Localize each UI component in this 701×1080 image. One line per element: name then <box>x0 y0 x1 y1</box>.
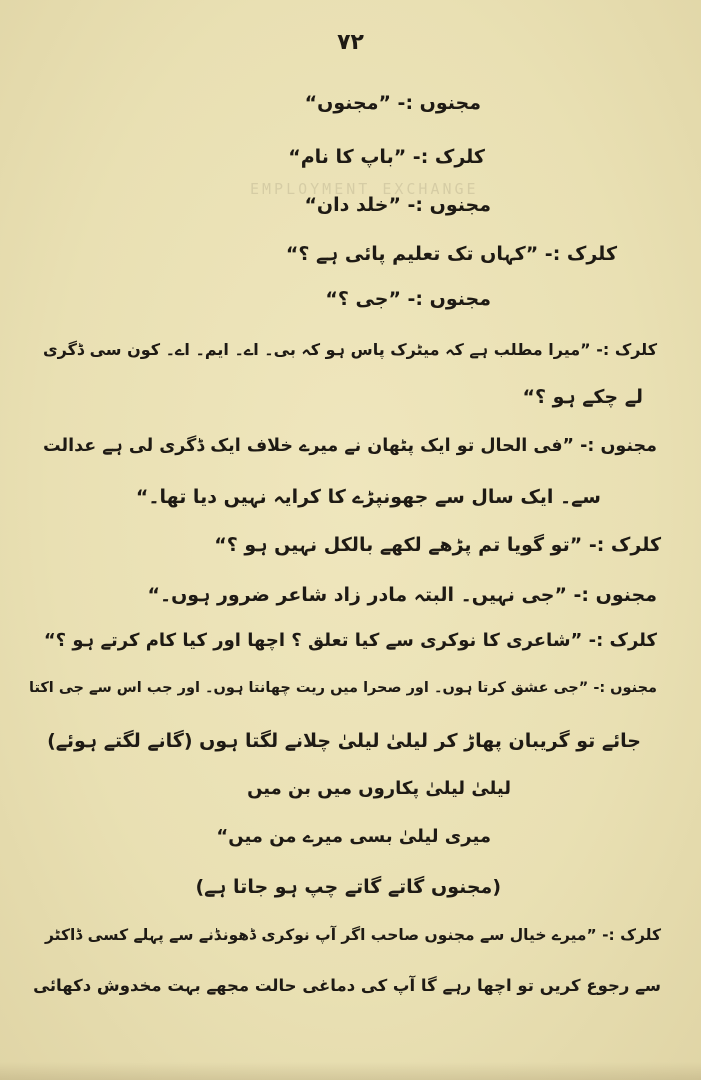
dialogue-line-12: کلرک :- ”شاعری کا نوکری سے کیا تعلق ؟ اچھا اور کیا کام کرتے ہو ؟“ <box>43 630 657 651</box>
bleed-through-stamp: EMPLOYMENT EXCHANGE <box>250 180 479 198</box>
dialogue-line-14: جائے تو گریبان پھاڑ کر لیلیٰ لیلیٰ چلانے لگتا ہوں (گانے لگتے ہوئے) <box>47 730 641 752</box>
verse-line-2: میری لیلیٰ بسی میرے من میں“ <box>216 826 491 847</box>
dialogue-line-8: مجنوں :- ”فی الحال تو ایک پٹھان نے میرے خلاف ایک ڈگری لی ہے عدالت <box>43 436 657 456</box>
dialogue-line-1: مجنوں :- ”مجنوں“ <box>304 92 481 114</box>
page-number: ۷۲ <box>337 30 364 55</box>
stage-direction: (مجنوں گاتے گاتے چپ ہو جاتا ہے) <box>195 876 501 898</box>
verse-line-1: لیلیٰ لیلیٰ پکاروں میں بن میں <box>247 778 511 799</box>
dialogue-line-2: کلرک :- ”باپ کا نام“ <box>288 146 485 168</box>
dialogue-line-3: مجنوں :- ”خلد دان“ <box>304 194 491 216</box>
dialogue-line-6: کلرک :- ”میرا مطلب ہے کہ میٹرک پاس ہو کہ بی۔ اے۔ ایم۔ اے۔ کون سی ڈگری <box>42 340 657 359</box>
dialogue-line-7: لے چکے ہو ؟“ <box>522 386 643 408</box>
dialogue-line-11: مجنوں :- ”جی نہیں۔ البتہ مادر زاد شاعر ضرور ہوں۔“ <box>147 584 657 606</box>
dialogue-line-4: کلرک :- ”کہاں تک تعلیم پائی ہے ؟“ <box>285 243 617 265</box>
dialogue-line-13: مجنوں :- ”جی عشق کرتا ہوں۔ اور صحرا میں ریت چھانتا ہوں۔ اور جب اس سے جی اکتا <box>29 680 657 696</box>
dialogue-line-10: کلرک :- ”تو گویا تم پڑھے لکھے بالکل نہیں ہو ؟“ <box>214 534 661 556</box>
dialogue-line-16: سے رجوع کریں تو اچھا رہے گا آپ کی دماغی حالت مجھے بہت مخدوش دکھائی <box>33 976 661 995</box>
page-shadow <box>0 1062 701 1080</box>
dialogue-line-5: مجنوں :- ”جی ؟“ <box>325 288 491 310</box>
dialogue-line-15: کلرک :- ”میرے خیال سے مجنوں صاحب اگر آپ نوکری ڈھونڈنے سے پہلے کسی ڈاکٹر <box>45 926 661 944</box>
dialogue-line-9: سے۔ ایک سال سے جھونپڑے کا کرایہ نہیں دیا تھا۔“ <box>135 486 601 508</box>
